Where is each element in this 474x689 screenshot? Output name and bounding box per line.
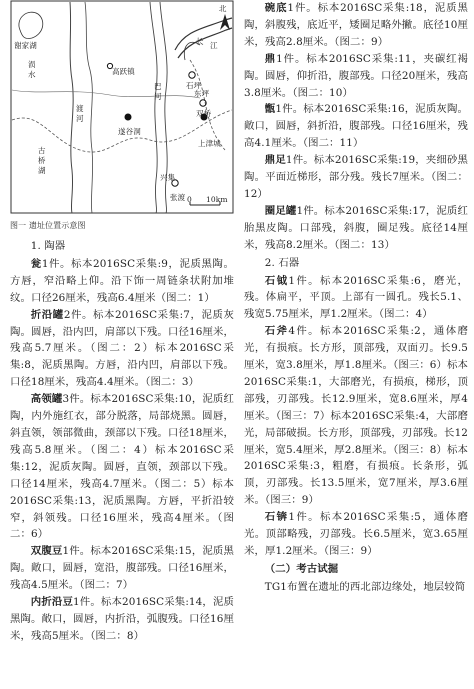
scale-end: 10km — [206, 195, 228, 204]
entry-text: 1件。标本2016SC采集:9，泥质黑陶。方唇，窄沿略上仰。沿下饰一周链条状附加堆纹。口径26厘米，残高6.4厘米（图二：1） — [10, 257, 234, 304]
north-arrow-label: 北 — [219, 4, 227, 13]
map-label-changjiang-2: 江 — [210, 41, 218, 50]
map-label-lake: 谢家湖 — [14, 41, 37, 50]
entry-term: 石锛 — [264, 511, 289, 524]
entry-zheyanguan — [10, 307, 234, 392]
site-location-map — [10, 0, 234, 215]
map-label-gaoyi: 高跃镇 — [112, 67, 135, 76]
entry-text: 1件。标本2016SC采集:17，泥质红胎黑皮陶。口部残，斜腹，圈足残。底径14厘米，残高8.2厘米。（图二：13） — [244, 204, 468, 251]
entry-term: 折沿罐 — [30, 308, 64, 321]
figure-caption: 图一 遗址位置示意图 — [10, 221, 86, 230]
excavation-text: TG1布置在遗址的西北部边缘处，地层较简 — [264, 580, 466, 593]
entry-term: 高领罐 — [30, 393, 63, 406]
entry-text: 4件。标本2016SC采集:2，通体磨光，有损痕。长方形，顶部残，双面刃。长9.5厘米，宽3.8厘米，厚1.8厘米。（图三：6）标本2016SC采集:1，大部磨光，有损痕，梯形，顶部残，刃部残。长12.9厘米，宽8.6厘米，厚4厘米。（图三：7）标本2016SC采集:4，大部磨光，局部破损。长方形，顶部残，刃部残。长12厘米，宽5.4厘米，厚2.8厘米。（图三：8）标本2016SC采集:3，粗磨，有损痕。长条形，弧顶，刃部残。长13.5厘米，宽7厘米，厚3.6厘米。（图三：9） — [244, 325, 468, 507]
map-label-xingji: 兴集 — [160, 173, 176, 182]
entry-term: 碗底 — [264, 2, 288, 14]
section-title-excavation: （二）考古试掘 — [264, 562, 339, 575]
entry-text: 3件。标本2016SC采集:10，泥质红陶，内外施红衣，部分脱落，局部烧黑。圆唇，斜直领，领部微曲，颈部以下残。口径18厘米，残高5.8厘米。（图二：4）标本2016SC采集:12，泥质灰陶。圆唇，直领，颈部以下残。口径14厘米，残高4.7厘米。（图二：5）标本2016SC采集:13，泥质黑陶。方唇，平折沿较窄，斜领残。口径16厘米，残高4厘米。（图二：6） — [10, 393, 234, 541]
entry-text: 2件。标本2016SC采集:7，泥质灰陶。圆唇，沿内凹，肩部以下残。口径16厘米，残高5.7厘米。（图二：2）标本2016SC采集:8，泥质黑陶。方唇，沿内凹，肩部以下残。口径18厘米，残高4.4厘米。（图二：3） — [10, 308, 234, 389]
entry-text: 1件。标本2016SC采集:5，通体磨光。顶部略残，刃部残。长6.5厘米，宽3.65厘米，厚1.2厘米。（图三：9） — [244, 511, 468, 557]
entry-term: 瓮 — [30, 257, 42, 270]
entry-text: 1件。标本2016SC采集:14，泥质黑陶。敞口，圆唇，内折沿，弧腹残。口径16厘米，残高5厘米。（图二：8） — [10, 596, 235, 642]
entry-text: 1件。标本2016SC采集:15，泥质黑陶。敞口，圆唇，宽沿，腹部残。口径16厘米，残高4.5厘米。（图二：7） — [10, 545, 234, 592]
entry-term: 石钺 — [264, 274, 289, 287]
map-label-shiping: 石坪 — [186, 81, 202, 90]
entry-neizheyandou — [10, 594, 234, 645]
entry-shuangfudou — [10, 543, 234, 594]
map-label-dongping: 东坪 — [194, 89, 210, 98]
entry-term: 石斧 — [264, 325, 289, 338]
entry-shiyue — [244, 273, 468, 324]
entry-text: 1件。标本2016SC采集:16，泥质灰陶。敞口，圆唇，斜折沿，腹部残。口径16厘米，残高4.1厘米。（图二：11） — [244, 103, 468, 150]
entry-shifu — [244, 323, 468, 509]
map-label-guqiao-lake: 古桥湖 — [38, 146, 46, 175]
entry-term: 圈足罐 — [264, 204, 297, 217]
map-label-zhangdu: 张渡 — [170, 193, 186, 202]
map-label-river-1: 涢水 — [28, 60, 36, 79]
entry-text: 1件。标本2016SC采集:19，夹细砂黑陶。平面近梯形，部分残。残长7厘米。（图二：12） — [244, 154, 469, 200]
entry-term: 鼎 — [264, 52, 277, 65]
entry-zeng — [244, 101, 468, 152]
map-label-shuangqiao: 双桥 — [196, 109, 212, 118]
right-column — [244, 0, 468, 596]
entry-quanzuguan — [244, 203, 468, 254]
section-title-stone: 2. 石器 — [264, 256, 300, 269]
entry-ding — [244, 51, 468, 102]
entry-gaolingguan — [10, 391, 234, 543]
map-label-changjiang-1: 长 — [196, 37, 204, 46]
entry-term: 鼎足 — [264, 154, 286, 167]
entry-text: 1件。标本2016SC采集:11，夹碳红褐陶。圆唇，仰折沿，腹部残。口径20厘米，残高3.8厘米。（图二：10） — [244, 52, 468, 99]
map-label-ba-he: 巴河 — [154, 82, 162, 101]
entry-term: 甑 — [264, 103, 276, 116]
entry-text: 1件。标本2016SC采集:18，泥质黑陶，斜腹残，底近平，矮圈足略外撇。底径10厘米，残高2.8厘米。（图二：9） — [244, 2, 468, 48]
entry-wandi — [244, 0, 468, 51]
map-label-site: 遂谷洞 — [118, 127, 141, 136]
left-column — [10, 0, 234, 645]
map-label-shangjin: 上津城 — [198, 139, 221, 148]
entry-weng — [10, 256, 234, 307]
entry-term: 双腹豆 — [30, 545, 63, 558]
entry-shiben — [244, 509, 468, 560]
entry-dingzu — [244, 152, 468, 203]
section-title-pottery: 1. 陶器 — [30, 240, 66, 252]
map-label-du-he: 渡河 — [76, 104, 84, 123]
entry-text: 1件。标本2016SC采集:6，磨光，残。体扁平，平顶。上部有一圆孔。残长5.1、残宽5.75厘米，厚1.2厘米。（图二：4） — [244, 274, 468, 321]
entry-term: 内折沿豆 — [30, 596, 74, 609]
scale-zero: 0 — [187, 195, 192, 204]
